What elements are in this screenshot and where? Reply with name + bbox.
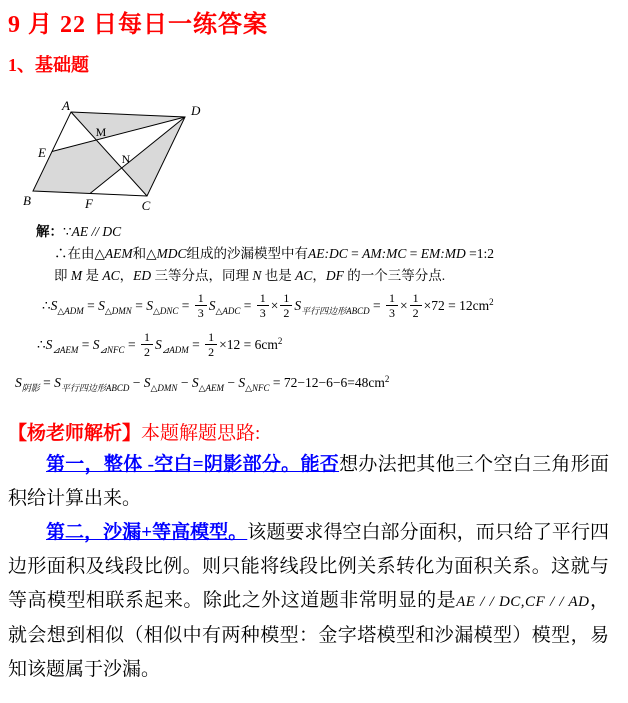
vertex-label-D: D [191,103,201,118]
analysis-header-rest: 本题解题思路: [141,423,261,444]
parallelogram-diagram [15,99,217,217]
shaded-pentagon-EBFNM [33,140,122,194]
solution-line-2: ∴在由△AEM和△MDC组成的沙漏模型中有AE:DC = AM:MC = EM:MD =1:2 [54,246,494,261]
vertex-label-A: A [62,99,70,113]
point-label-F: F [85,196,93,211]
point-label-E: E [38,145,46,160]
formula-line-1: $\therefore S_{\triangle ADM} = S_{\triangle DMN} = S_{\triangle DNC}$ = $\frac{1}{3}$ $S_{\triangle ADC}$ = $\frac{1}{3}$ × $\frac{1}{2}$ $S_{平行四边形ABCD}$ = $\frac{1}{3}$ × $\frac{1}{2}$ $\times 72 = 12cm^2$ [42,291,494,321]
first-point-lead: 第一，整体 -空白=阴影部分。能否 [46,454,340,475]
section-heading: 1、基础题 [8,55,89,75]
second-point-math: AE / / DC,CF / / AD [456,594,590,610]
formula-line-2: $\therefore S_{⊿AEM} = S_{⊿NFC}$ = $\frac{1}{2}$ $S_{⊿ADM}$ = $\frac{1}{2}$ $\times 12 = 6cm^2$ [37,330,283,360]
vertex-label-C: C [141,198,151,213]
formula-line-3: $S_{阴影} = S_{平行四边形ABCD} - S_{\triangle DMN} - S_{\triangle AEM} - S_{\triangle NFC} = 72-12-6-6=48cm^2$ [15,374,390,393]
first-point-rest: 想办法把其他三个空白三角形面积给计算出来。 [8,454,609,509]
point-label-N: N [121,152,131,166]
analysis-header-teacher: 【杨老师解析】 [8,423,142,444]
analysis-paragraph-second [8,516,609,687]
vertex-label-B: B [23,193,31,208]
geometry-figure [15,99,217,217]
analysis-paragraph-first [8,448,609,516]
second-point-lead: 第二，沙漏+等高模型。 [46,522,248,543]
analysis-header [8,418,260,445]
point-label-M: M [95,125,107,139]
solution-line-3: 即 M 是 AC，ED 三等分点，同理 N 也是 AC，DF 的一个三等分点. [54,268,446,283]
solution-line-1: 解：∵AE // DC [36,224,122,239]
page-title: 9 月 22 日每日一练答案 [8,12,268,38]
second-point-rest2: ，就会想到相似（相似中有两种模型：金字塔模型和沙漏模型）模型，易知该题属于沙漏。 [8,590,609,680]
second-point-rest1: 该题要求得空白部分面积，而只给了平行四边形面积及线段比例。则只能将线段比例关系转化为面积关系。这就与等高模型相联系起来。除此之外这道题非常明显的是 [8,522,610,611]
